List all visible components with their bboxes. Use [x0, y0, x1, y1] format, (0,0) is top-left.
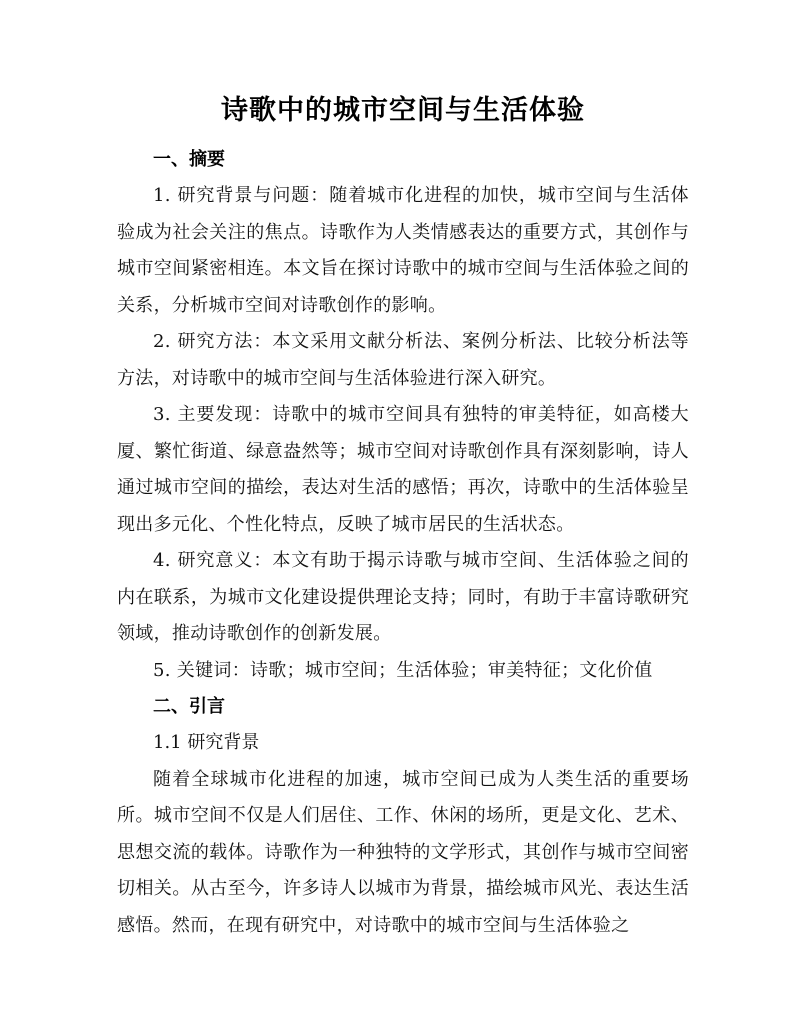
section-introduction	[117, 689, 689, 944]
subsection-heading-background: 1.1 研究背景	[153, 732, 260, 753]
abstract-paragraph-4: 4. 研究意义：本文有助于揭示诗歌与城市空间、生活体验之间的内在联系，为城市文化建设提供理论支持；同时，有助于丰富诗歌研究领域，推动诗歌创作的创新发展。	[117, 550, 689, 644]
introduction-paragraph-1: 随着全球城市化进程的加速，城市空间已成为人类生活的重要场所。城市空间不仅是人们居住、工作、休闲的场所，更是文化、艺术、思想交流的载体。诗歌作为一种独特的文学形式，其创作与城市空间密切相关。从古至今，许多诗人以城市为背景，描绘城市风光、表达生活感悟。然而，在现有研究中，对诗歌中的城市空间与生活体验之	[117, 768, 689, 936]
document-page	[117, 88, 689, 944]
section-heading-abstract: 一、摘要	[153, 149, 225, 170]
document-title: 诗歌中的城市空间与生活体验	[221, 95, 585, 126]
abstract-paragraph-1: 1. 研究背景与问题：随着城市化进程的加快，城市空间与生活体验成为社会关注的焦点。诗歌作为人类情感表达的重要方式，其创作与城市空间紧密相连。本文旨在探讨诗歌中的城市空间与生活体验之间的关系，分析城市空间对诗歌创作的影响。	[117, 185, 689, 316]
abstract-paragraph-5: 5. 关键词：诗歌；城市空间；生活体验；审美特征；文化价值	[153, 659, 653, 681]
abstract-paragraph-3: 3. 主要发现：诗歌中的城市空间具有独特的审美特征，如高楼大厦、繁忙街道、绿意盎然等；城市空间对诗歌创作具有深刻影响，诗人通过城市空间的描绘，表达对生活的感悟；再次，诗歌中的生活体验呈现出多元化、个性化特点，反映了城市居民的生活状态。	[117, 404, 689, 535]
section-heading-introduction: 二、引言	[153, 696, 225, 717]
section-abstract	[117, 142, 689, 689]
abstract-paragraph-2: 2. 研究方法：本文采用文献分析法、案例分析法、比较分析法等方法，对诗歌中的城市空间与生活体验进行深入研究。	[117, 331, 689, 389]
